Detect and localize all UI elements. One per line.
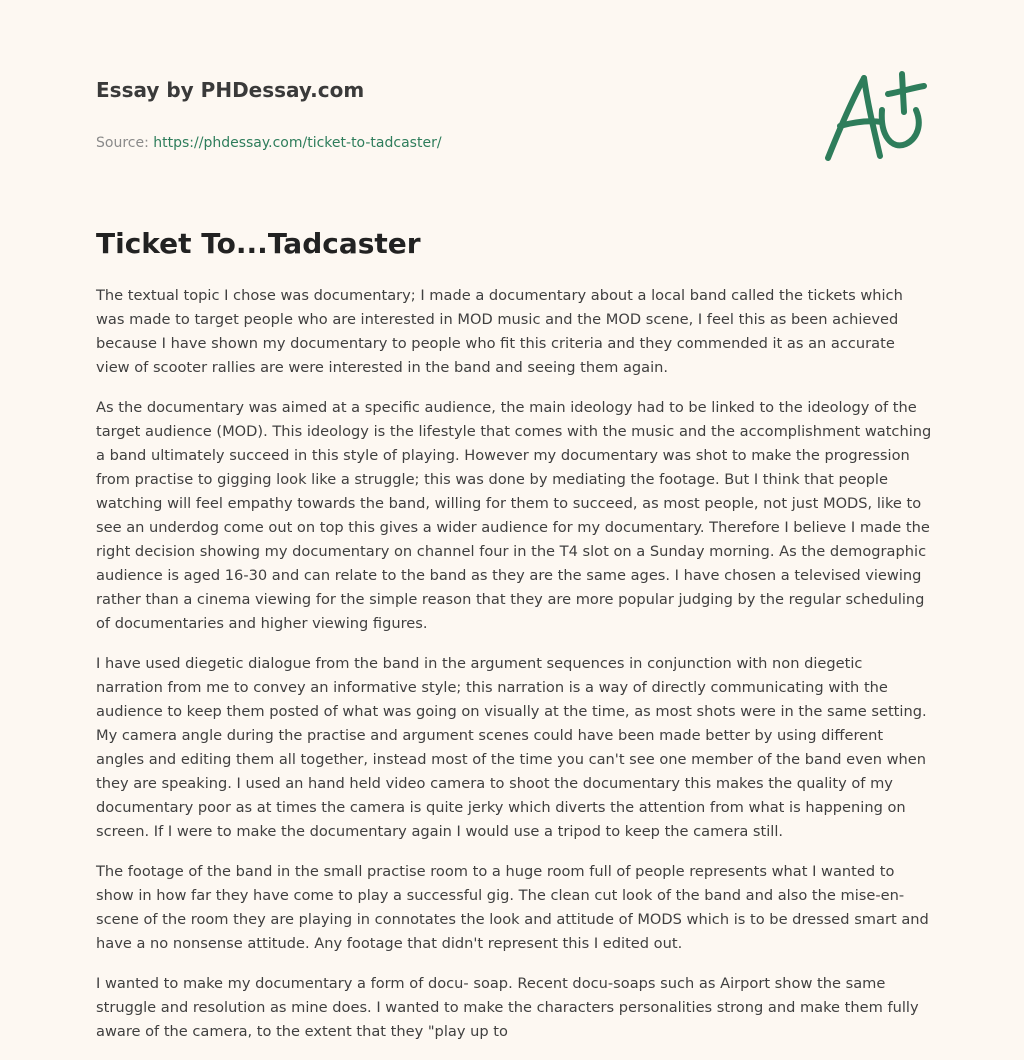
- site-brand: Essay by PHDessay.com: [96, 78, 365, 102]
- paragraph: I have used diegetic dialogue from the band in the argument sequences in conjunction with non diegetic narration from me to convey an informative style; this narration is a way of directly communicating with the audience to keep them posted of what was going on visually at the time, as most shots were in the same setting. My camera angle during the practise and argument scenes could have been made better by using different angles and editing them all together, instead most of the time you can't see one member of the band even when they are speaking. I used an hand held video camera to shoot the documentary this makes the quality of my documentary poor as at times the camera is quite jerky which diverts the attention from what is happening on screen. If I were to make the documentary again I would use a tripod to keep the camera still.: [96, 655, 927, 840]
- essay-header: [96, 76, 796, 152]
- source-label: Source:: [96, 135, 154, 151]
- a-plus-logo-icon: [818, 66, 930, 166]
- paragraph: As the documentary was aimed at a specific audience, the main ideology had to be linked to the ideology of the target audience (MOD). This ideology is the lifestyle that comes with the music and the accomplishment watching a band ultimately succeed in this style of playing. However my documentary was shot to make the progression from practise to gigging look like a struggle; this was done by mediating the footage. But I think that people watching will feel empathy towards the band, willing for them to succeed, as most people, not just MODS, like to see an underdog come out on top this gives a wider audience for my documentary. Therefore I believe I made the right decision showing my documentary on channel four in the T4 slot on a Sunday morning. As the demographic audience is aged 16-30 and can relate to the band as they are the same ages. I have chosen a televised viewing rather than a cinema viewing for the simple reason that they are more popular judging by the regular scheduling of documentaries and higher viewing figures.: [96, 399, 932, 632]
- paragraph: I wanted to make my documentary a form of docu- soap. Recent docu-soaps such as Airport show the same struggle and resolution as mine does. I wanted to make the characters personalities strong and make them fully aware of the camera, to the extent that they "play up to: [96, 975, 919, 1040]
- source-link[interactable]: https://phdessay.com/ticket-to-tadcaster/: [153, 135, 442, 151]
- essay-body: [96, 284, 932, 1060]
- paragraph: The textual topic I chose was documentary; I made a documentary about a local band called the tickets which was made to target people who are interested in MOD music and the MOD scene, I feel this as been achieved because I have shown my documentary to people who fit this criteria and they commended it as an accurate view of scooter rallies are were interested in the band and seeing them again.: [96, 287, 903, 376]
- source-line: [96, 134, 796, 152]
- paragraph: The footage of the band in the small practise room to a huge room full of people represents what I wanted to show in how far they have come to play a successful gig. The clean cut look of the band and also the mise-en-scene of the room they are playing in connotates the look and attitude of MODS which is to be dressed smart and have a no nonsense attitude. Any footage that didn't represent this I edited out.: [96, 863, 929, 952]
- essay-title: Ticket To...Tadcaster: [96, 227, 421, 260]
